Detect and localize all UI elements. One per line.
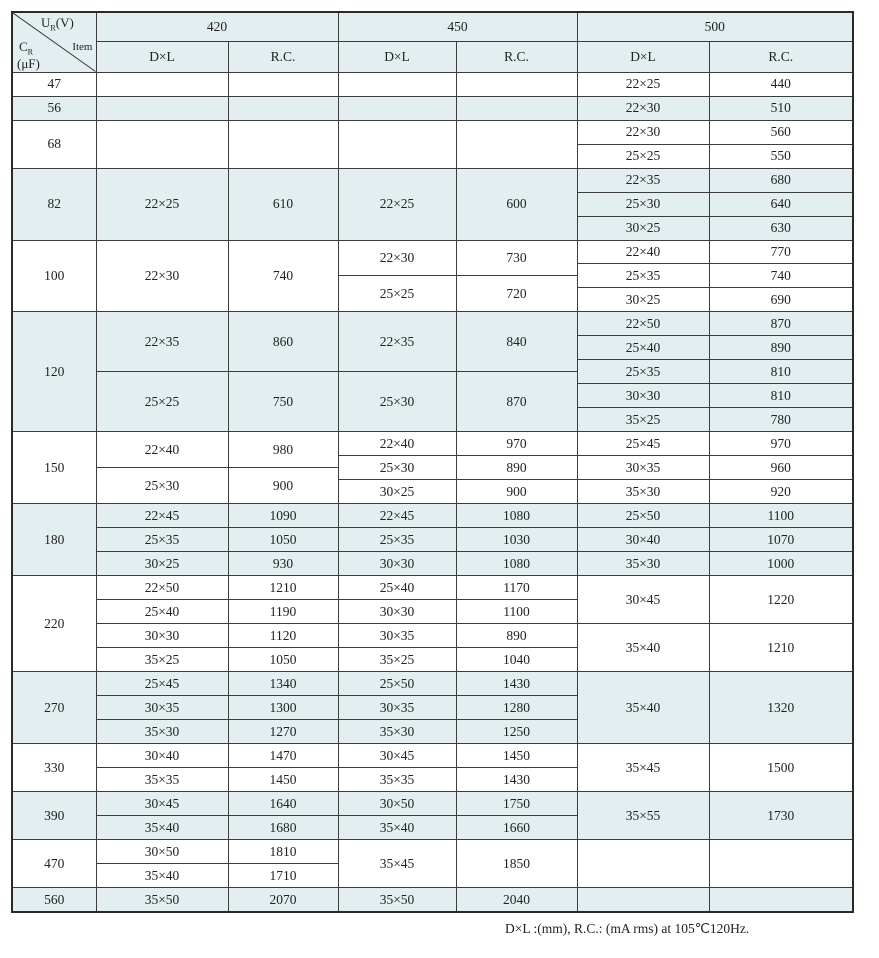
column-header-rc: R.C. <box>228 41 338 72</box>
ripple-current-cell-450: 900 <box>456 480 577 504</box>
table-row <box>12 840 853 864</box>
size-cell-420: 25×35 <box>96 528 228 552</box>
ripple-current-cell-420: 1640 <box>228 792 338 816</box>
size-cell-450: 30×25 <box>338 480 456 504</box>
ripple-current-cell-500 <box>709 888 853 912</box>
size-cell-420: 22×45 <box>96 504 228 528</box>
capacitance-cell: 120 <box>12 312 96 432</box>
table-row <box>12 504 853 528</box>
ripple-current-cell-450: 890 <box>456 456 577 480</box>
table-row <box>12 312 853 324</box>
column-header-rc: R.C. <box>456 41 577 72</box>
size-cell-450: 30×35 <box>338 624 456 648</box>
size-cell-450 <box>338 96 456 120</box>
capacitance-cell: 68 <box>12 120 96 168</box>
size-cell-500: 30×35 <box>577 456 709 480</box>
table-row <box>12 120 853 144</box>
capacitance-cell: 560 <box>12 888 96 912</box>
ripple-current-cell-420: 1680 <box>228 816 338 840</box>
ripple-current-cell-450: 970 <box>456 432 577 456</box>
ripple-current-cell-420: 1190 <box>228 600 338 624</box>
size-cell-500: 25×25 <box>577 144 709 168</box>
table-row <box>12 432 853 444</box>
size-cell-420: 30×45 <box>96 792 228 816</box>
size-cell-450: 30×30 <box>338 552 456 576</box>
ripple-current-cell-450 <box>456 120 577 168</box>
ripple-current-cell-420: 980 <box>228 432 338 468</box>
ripple-current-cell-420 <box>228 72 338 96</box>
ripple-current-cell-450: 1450 <box>456 744 577 768</box>
ripple-current-cell-420: 1470 <box>228 744 338 768</box>
size-cell-420 <box>96 120 228 168</box>
table-row <box>12 576 853 600</box>
ripple-current-cell-500 <box>709 840 853 888</box>
size-cell-450: 22×25 <box>338 168 456 240</box>
size-cell-420: 25×45 <box>96 672 228 696</box>
size-cell-450: 30×45 <box>338 744 456 768</box>
size-cell-500: 25×50 <box>577 504 709 528</box>
ripple-current-cell-500: 810 <box>709 384 853 408</box>
size-cell-420 <box>96 72 228 96</box>
size-cell-500: 22×30 <box>577 96 709 120</box>
size-cell-500: 35×40 <box>577 672 709 744</box>
size-cell-500: 30×40 <box>577 528 709 552</box>
size-cell-500: 25×45 <box>577 432 709 456</box>
ripple-current-cell-420 <box>228 96 338 120</box>
size-cell-450: 25×35 <box>338 528 456 552</box>
ripple-current-cell-500: 870 <box>709 312 853 336</box>
ripple-current-cell-420 <box>228 120 338 168</box>
ripple-current-cell-420: 610 <box>228 168 338 240</box>
ripple-current-cell-500: 1500 <box>709 744 853 792</box>
capacitance-cell: 220 <box>12 576 96 672</box>
ripple-current-cell-500: 810 <box>709 360 853 384</box>
ripple-current-cell-420: 930 <box>228 552 338 576</box>
capacitance-cell: 330 <box>12 744 96 792</box>
table-row <box>12 888 853 912</box>
ripple-current-cell-450: 1660 <box>456 816 577 840</box>
voltage-header-420: 420 <box>96 12 338 41</box>
ripple-current-cell-450: 600 <box>456 168 577 240</box>
ripple-current-cell-450: 1040 <box>456 648 577 672</box>
size-cell-420: 22×25 <box>96 168 228 240</box>
ripple-current-cell-450: 890 <box>456 624 577 648</box>
size-cell-500: 22×50 <box>577 312 709 336</box>
ripple-current-cell-450: 1750 <box>456 792 577 816</box>
capacitance-cell: 150 <box>12 432 96 504</box>
capacitance-unit-label: (μF) <box>17 56 40 71</box>
ripple-current-cell-500: 1100 <box>709 504 853 528</box>
size-cell-450: 25×30 <box>338 372 456 432</box>
ripple-current-cell-500: 690 <box>709 288 853 312</box>
size-cell-450: 25×30 <box>338 456 456 480</box>
voltage-axis-label: $U_R(V)$ <box>41 15 74 33</box>
size-cell-500: 22×30 <box>577 120 709 144</box>
table-row <box>12 624 853 648</box>
ripple-current-cell-420: 750 <box>228 372 338 432</box>
size-cell-450: 35×45 <box>338 840 456 888</box>
capacitor-ripple-current-table <box>11 11 854 913</box>
capacitance-axis-label: $C_R$ <box>19 39 34 57</box>
size-cell-500: 35×55 <box>577 792 709 840</box>
table-row <box>12 792 853 816</box>
size-cell-420: 22×35 <box>96 312 228 372</box>
size-cell-500: 35×30 <box>577 480 709 504</box>
size-cell-420: 35×30 <box>96 720 228 744</box>
table-body <box>12 72 853 912</box>
ripple-current-cell-420: 860 <box>228 312 338 372</box>
capacitance-cell: 270 <box>12 672 96 744</box>
size-cell-500: 25×35 <box>577 360 709 384</box>
capacitance-cell: 390 <box>12 792 96 840</box>
ripple-current-cell-500: 550 <box>709 144 853 168</box>
table-row <box>12 528 853 552</box>
size-cell-450: 22×35 <box>338 312 456 372</box>
column-header-dl: D×L <box>96 41 228 72</box>
size-cell-420: 35×25 <box>96 648 228 672</box>
size-cell-500: 35×45 <box>577 744 709 792</box>
ripple-current-cell-450: 1100 <box>456 600 577 624</box>
ripple-current-cell-420: 2070 <box>228 888 338 912</box>
ripple-current-cell-450: 1280 <box>456 696 577 720</box>
size-cell-420: 25×40 <box>96 600 228 624</box>
size-cell-420: 25×30 <box>96 468 228 504</box>
ripple-current-cell-500: 960 <box>709 456 853 480</box>
ripple-current-cell-420: 1710 <box>228 864 338 888</box>
ripple-current-cell-500: 1000 <box>709 552 853 576</box>
ripple-current-cell-500: 1730 <box>709 792 853 840</box>
table-row <box>12 240 853 252</box>
size-cell-450: 22×45 <box>338 504 456 528</box>
ripple-current-cell-500: 770 <box>709 240 853 264</box>
table-row <box>12 552 853 576</box>
size-cell-450 <box>338 120 456 168</box>
ripple-current-cell-500: 740 <box>709 264 853 288</box>
size-cell-500: 30×30 <box>577 384 709 408</box>
size-cell-450: 25×40 <box>338 576 456 600</box>
table-row <box>12 72 853 96</box>
ripple-current-cell-500: 1320 <box>709 672 853 744</box>
size-cell-420: 30×40 <box>96 744 228 768</box>
ripple-current-cell-420: 1050 <box>228 648 338 672</box>
size-cell-500: 25×30 <box>577 192 709 216</box>
size-cell-450: 35×50 <box>338 888 456 912</box>
size-cell-500: 25×35 <box>577 264 709 288</box>
ripple-current-cell-450: 1080 <box>456 552 577 576</box>
size-cell-420: 25×25 <box>96 372 228 432</box>
ripple-current-cell-500: 560 <box>709 120 853 144</box>
size-cell-420: 22×30 <box>96 240 228 312</box>
size-cell-420: 30×30 <box>96 624 228 648</box>
item-label: Item <box>72 41 93 53</box>
ripple-current-cell-450: 720 <box>456 276 577 312</box>
column-header-dl: D×L <box>577 41 709 72</box>
table-row <box>12 744 853 768</box>
ripple-current-cell-420: 900 <box>228 468 338 504</box>
size-cell-450: 35×35 <box>338 768 456 792</box>
ripple-current-cell-450: 1170 <box>456 576 577 600</box>
size-cell-420: 22×50 <box>96 576 228 600</box>
ripple-current-cell-450: 1030 <box>456 528 577 552</box>
header-corner-cell <box>12 12 96 72</box>
ripple-current-cell-450 <box>456 72 577 96</box>
ripple-current-cell-420: 1340 <box>228 672 338 696</box>
ripple-current-cell-450: 1850 <box>456 840 577 888</box>
column-header-rc: R.C. <box>709 41 853 72</box>
ripple-current-cell-450: 1430 <box>456 672 577 696</box>
size-cell-500: 35×30 <box>577 552 709 576</box>
ripple-current-cell-500: 630 <box>709 216 853 240</box>
ripple-current-cell-500: 780 <box>709 408 853 432</box>
ripple-current-cell-500: 640 <box>709 192 853 216</box>
size-cell-500 <box>577 840 709 888</box>
capacitance-cell: 56 <box>12 96 96 120</box>
capacitance-cell: 100 <box>12 240 96 312</box>
capacitance-cell: 180 <box>12 504 96 576</box>
ripple-current-cell-450: 2040 <box>456 888 577 912</box>
ripple-current-cell-420: 1810 <box>228 840 338 864</box>
size-cell-500: 35×25 <box>577 408 709 432</box>
size-cell-450: 30×35 <box>338 696 456 720</box>
capacitance-cell: 470 <box>12 840 96 888</box>
ripple-current-cell-420: 1210 <box>228 576 338 600</box>
size-cell-500: 22×25 <box>577 72 709 96</box>
ripple-current-cell-420: 1050 <box>228 528 338 552</box>
size-cell-500: 30×25 <box>577 216 709 240</box>
capacitance-cell: 82 <box>12 168 96 240</box>
ripple-current-cell-420: 1270 <box>228 720 338 744</box>
ripple-current-cell-420: 1450 <box>228 768 338 792</box>
size-cell-450: 35×30 <box>338 720 456 744</box>
size-cell-420: 35×40 <box>96 816 228 840</box>
size-cell-450: 30×30 <box>338 600 456 624</box>
table-row <box>12 672 853 696</box>
size-cell-500: 35×40 <box>577 624 709 672</box>
size-cell-420: 30×25 <box>96 552 228 576</box>
ripple-current-cell-450: 1250 <box>456 720 577 744</box>
size-cell-500: 22×40 <box>577 240 709 264</box>
size-cell-420 <box>96 96 228 120</box>
ripple-current-cell-500: 680 <box>709 168 853 192</box>
ripple-current-cell-500: 440 <box>709 72 853 96</box>
ripple-current-cell-500: 970 <box>709 432 853 456</box>
ripple-current-cell-450 <box>456 96 577 120</box>
size-cell-450: 22×40 <box>338 432 456 456</box>
size-cell-420: 30×35 <box>96 696 228 720</box>
ripple-current-cell-450: 840 <box>456 312 577 372</box>
ripple-current-cell-450: 730 <box>456 240 577 276</box>
ripple-current-cell-450: 1080 <box>456 504 577 528</box>
ripple-current-cell-450: 1430 <box>456 768 577 792</box>
voltage-header-500: 500 <box>577 12 853 41</box>
table-row <box>12 96 853 120</box>
size-cell-450: 25×50 <box>338 672 456 696</box>
ripple-current-cell-500: 1210 <box>709 624 853 672</box>
size-cell-420: 30×50 <box>96 840 228 864</box>
ripple-current-cell-500: 510 <box>709 96 853 120</box>
column-header-dl: D×L <box>338 41 456 72</box>
ripple-current-cell-500: 890 <box>709 336 853 360</box>
capacitance-cell: 47 <box>12 72 96 96</box>
footnote: D×L :(mm), R.C.: (mA rms) at 105℃120Hz. <box>505 921 750 936</box>
ripple-current-cell-500: 1220 <box>709 576 853 624</box>
ripple-current-cell-500: 920 <box>709 480 853 504</box>
ripple-current-cell-420: 1120 <box>228 624 338 648</box>
voltage-header-450: 450 <box>338 12 577 41</box>
size-cell-500: 22×35 <box>577 168 709 192</box>
size-cell-450: 30×50 <box>338 792 456 816</box>
size-cell-420: 22×40 <box>96 432 228 468</box>
size-cell-500: 30×25 <box>577 288 709 312</box>
ripple-current-cell-450: 870 <box>456 372 577 432</box>
size-cell-450: 35×40 <box>338 816 456 840</box>
size-cell-450: 25×25 <box>338 276 456 312</box>
size-cell-450: 35×25 <box>338 648 456 672</box>
ripple-current-cell-420: 1090 <box>228 504 338 528</box>
size-cell-500 <box>577 888 709 912</box>
size-cell-420: 35×35 <box>96 768 228 792</box>
size-cell-420: 35×40 <box>96 864 228 888</box>
size-cell-420: 35×50 <box>96 888 228 912</box>
ripple-current-cell-500: 1070 <box>709 528 853 552</box>
size-cell-500: 25×40 <box>577 336 709 360</box>
ripple-current-cell-420: 1300 <box>228 696 338 720</box>
table-row <box>12 168 853 192</box>
size-cell-450: 22×30 <box>338 240 456 276</box>
ripple-current-cell-420: 740 <box>228 240 338 312</box>
size-cell-450 <box>338 72 456 96</box>
size-cell-500: 30×45 <box>577 576 709 624</box>
